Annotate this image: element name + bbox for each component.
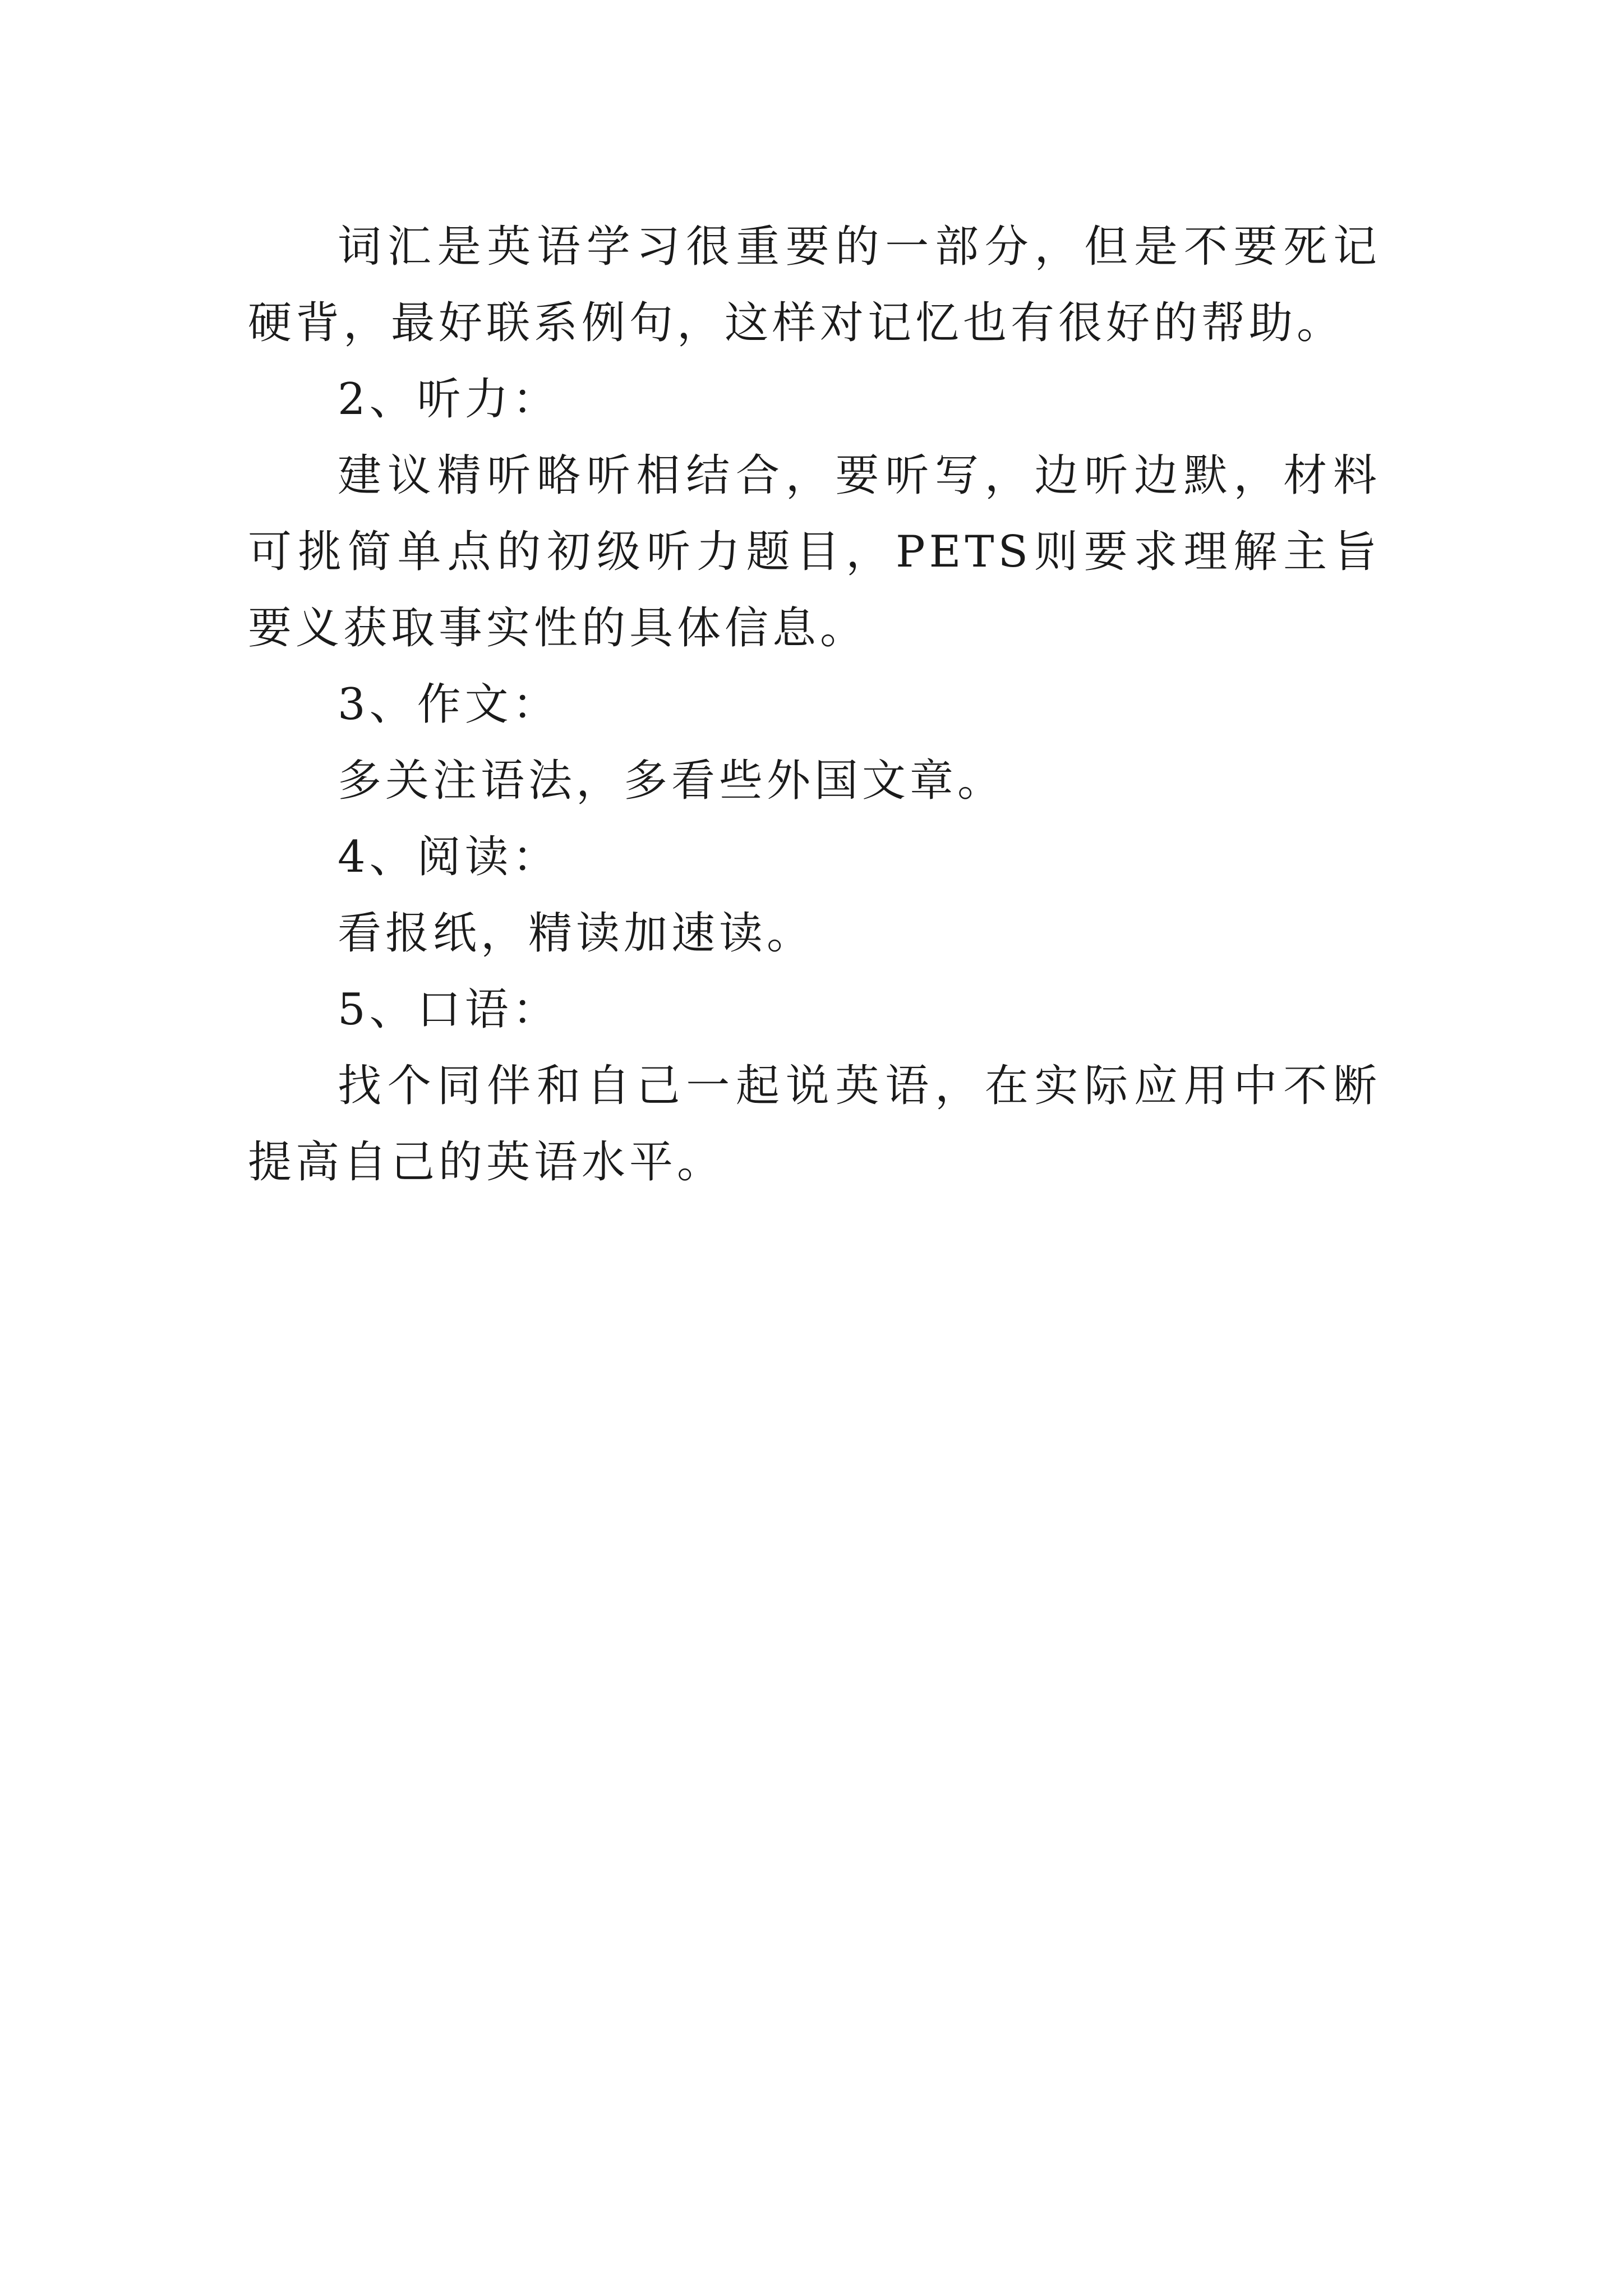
paragraph-reading: 看报纸，精读加速读。 [338, 908, 815, 959]
paragraph-writing: 多关注语法，多看些外国文章。 [338, 756, 1006, 806]
paragraph-vocabulary: 词汇是英语学习很重要的一部分，但是不要死记硬背，最好联系例句，这样对记忆也有很好的帮助。 [248, 222, 1381, 348]
heading-listening: 2、听力： [338, 374, 560, 425]
heading-reading: 4、阅读： [338, 832, 560, 882]
document-body [248, 209, 1381, 1200]
paragraph-speaking: 找个同伴和自己一起说英语，在实际应用中不断提高自己的英语水平。 [248, 1061, 1381, 1188]
heading-writing: 3、作文： [338, 679, 560, 730]
paragraph-listening: 建议精听略听相结合，要听写，边听边默，材料可挑简单点的初级听力题目，PETS则要求理解主旨要义获取事实性的具体信息。 [248, 450, 1381, 654]
heading-speaking: 5、口语： [338, 984, 560, 1035]
